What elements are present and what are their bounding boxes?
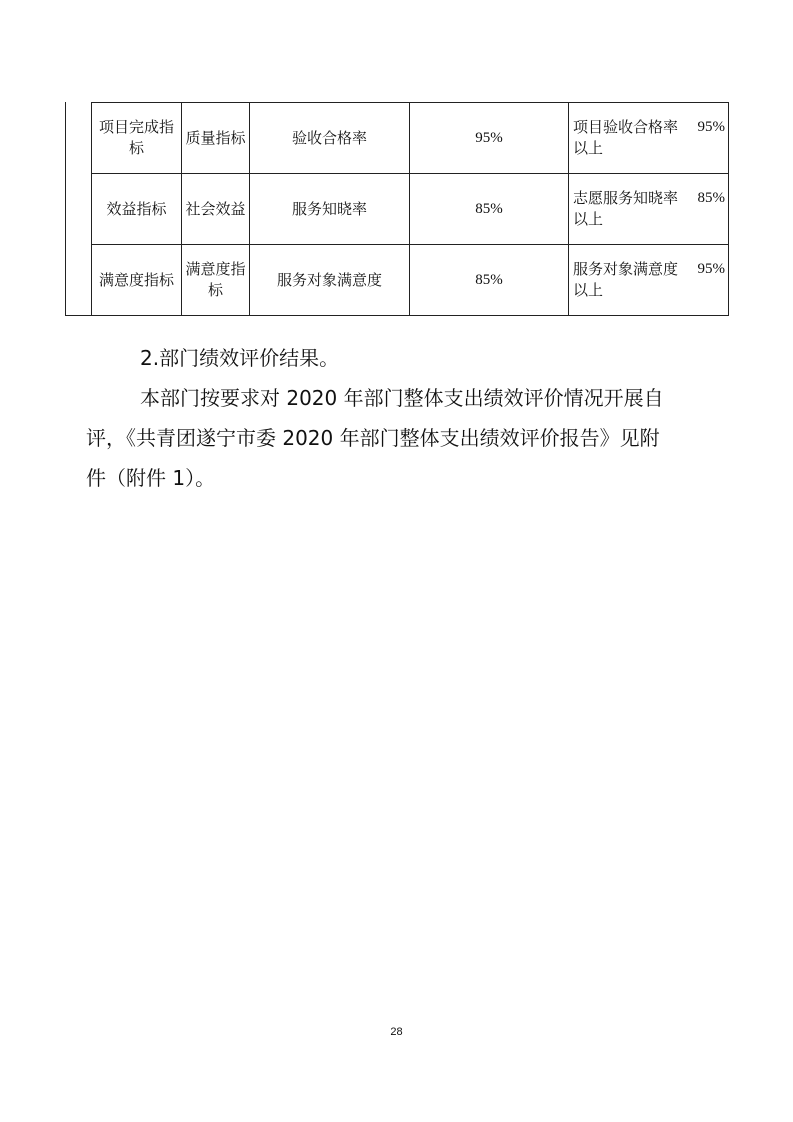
table-cell-indicator-value <box>410 245 568 315</box>
body-paragraph-line: 件（附件 1）。 <box>86 466 216 490</box>
cell-text-line: 质量指标 <box>185 128 246 147</box>
performance-indicator-table <box>65 102 729 316</box>
cell-text-line: 满意度指标 <box>98 270 174 289</box>
cell-text: 验收合格率 <box>291 128 367 147</box>
table-border-bottom <box>65 315 729 316</box>
cell-text: 95% <box>475 129 503 146</box>
table-cell-level1-indicator <box>92 103 181 173</box>
cell-text-line: 标 <box>128 139 144 157</box>
body-paragraph-line: 本部门按要求对 2020 年部门整体支出绩效评价情况开展自 <box>140 386 664 410</box>
table-cell-level2-indicator <box>182 103 249 173</box>
target-percent: 85% <box>697 190 725 206</box>
table-cell-level1-indicator <box>92 174 181 244</box>
target-percent: 95% <box>697 119 725 135</box>
target-text: 志愿服务知晓率 <box>573 189 679 207</box>
table-cell-target-description <box>569 174 728 244</box>
target-tail: 以上 <box>573 139 604 157</box>
cell-text-line: 标 <box>207 281 223 299</box>
table-cell-indicator-name <box>250 103 409 173</box>
table-border-right <box>728 102 729 316</box>
table-cell-target-description <box>569 245 728 315</box>
target-percent: 95% <box>697 261 725 277</box>
page-number: 28 <box>390 1026 403 1038</box>
section-heading: 2.部门绩效评价结果。 <box>140 346 340 370</box>
table-cell-indicator-name <box>250 174 409 244</box>
cell-text-line: 社会效益 <box>185 199 246 218</box>
table-cell-level2-indicator <box>182 245 249 315</box>
body-paragraph-line: 评，《共青团遂宁市委 2020 年部门整体支出绩效评价报告》见附 <box>86 426 660 450</box>
table-cell-indicator-value <box>410 174 568 244</box>
cell-text: 85% <box>475 271 503 288</box>
table-cell-target-description <box>569 103 728 173</box>
target-text: 项目验收合格率 <box>573 118 679 136</box>
cell-text: 85% <box>475 200 503 217</box>
target-tail: 以上 <box>573 281 604 299</box>
cell-text-line: 效益指标 <box>106 199 167 218</box>
cell-text-line: 满意度指 <box>185 260 246 278</box>
table-border-left <box>65 102 66 316</box>
target-text: 服务对象满意度 <box>573 260 679 278</box>
cell-text-line: 项目完成指 <box>98 118 174 136</box>
table-cell-indicator-name <box>250 245 409 315</box>
table-cell-level1-indicator <box>92 245 181 315</box>
cell-text: 服务知晓率 <box>291 199 367 218</box>
table-cell-level2-indicator <box>182 174 249 244</box>
target-tail: 以上 <box>573 210 604 228</box>
cell-text: 服务对象满意度 <box>276 270 382 289</box>
table-cell-indicator-value <box>410 103 568 173</box>
